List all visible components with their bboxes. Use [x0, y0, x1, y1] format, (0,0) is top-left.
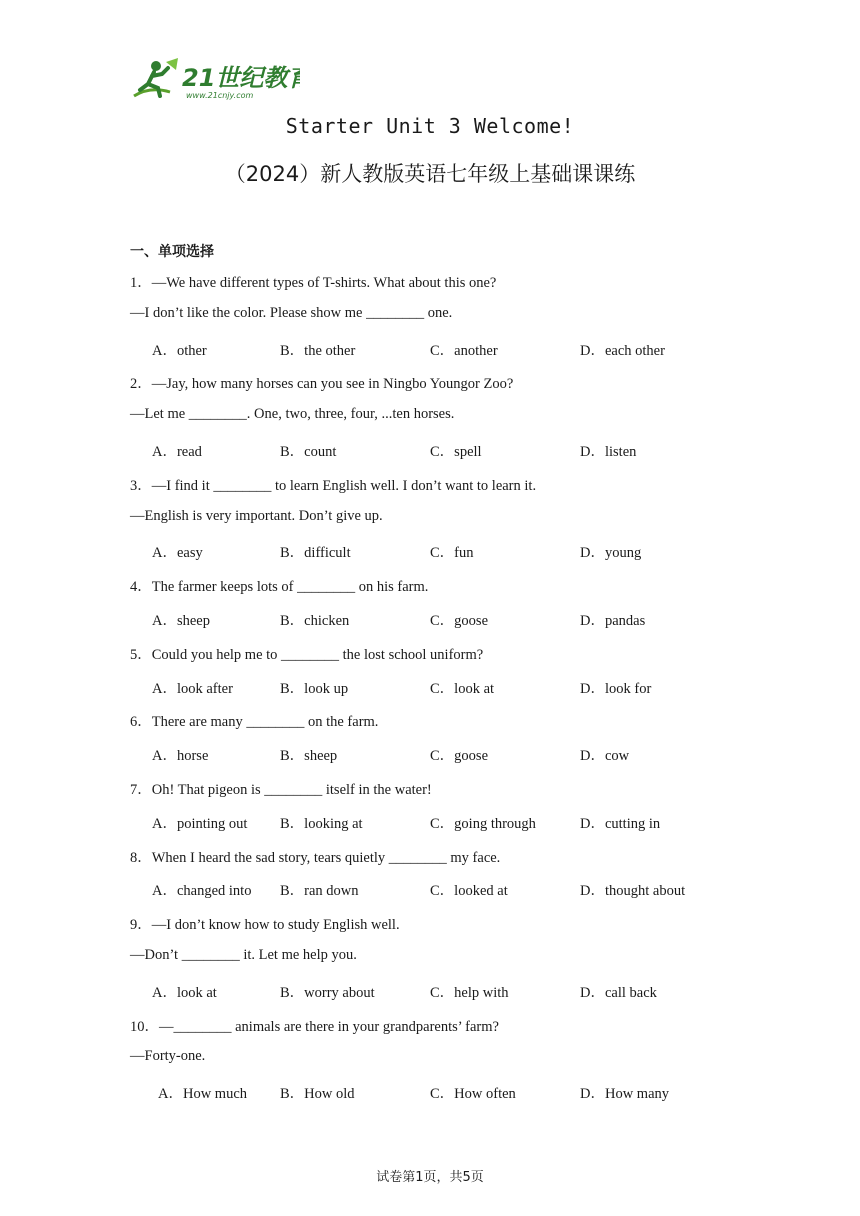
answer-option-a[interactable]: A．easy [152, 545, 203, 562]
answer-option-c[interactable]: C．goose [430, 748, 488, 765]
answer-option-a[interactable]: A．other [152, 342, 207, 359]
answer-option-b[interactable]: B．chicken [280, 613, 350, 629]
answer-option-d[interactable]: D．cutting in [580, 815, 661, 832]
answer-option-c[interactable]: C．help with [430, 984, 509, 1001]
answer-option-c[interactable]: C．looked at [430, 883, 508, 900]
answer-option-b[interactable]: B．ran down [280, 883, 359, 900]
question-reply: —I don’t like the color. Please show me ________ one. [130, 304, 453, 321]
question-reply: —Let me ________. One, two, three, four, ...ten horses. [130, 406, 455, 423]
question-stem: 8．When I heard the sad story, tears quietly ________ my face. [130, 849, 501, 866]
question-reply: —Forty-one. [130, 1048, 206, 1065]
question-stem: 5．Could you help me to ________ the lost school uniform? [130, 646, 484, 663]
answer-option-b[interactable]: B．count [280, 444, 337, 460]
answer-option-c[interactable]: C．going through [430, 815, 536, 832]
answer-option-d[interactable]: D．thought about [580, 883, 686, 900]
answer-option-a[interactable]: A．changed into [152, 883, 252, 900]
answer-option-a[interactable]: A．read [152, 444, 202, 460]
question-stem: 6．There are many ________ on the farm. [130, 714, 379, 731]
answer-option-b[interactable]: B．difficult [280, 545, 351, 562]
runner-logo-icon [130, 56, 300, 102]
answer-option-c[interactable]: C．look at [430, 680, 495, 697]
question-stem: 1．—We have different types of T-shirts. What about this one? [130, 275, 497, 291]
svg-text:21世纪教育: 21世纪教育 [182, 64, 300, 92]
answer-option-d[interactable]: D．cow [580, 748, 630, 765]
answer-option-b[interactable]: B．the other [280, 342, 356, 359]
answer-option-c[interactable]: C．How often [430, 1086, 516, 1103]
answer-option-b[interactable]: B．worry about [280, 984, 375, 1001]
page-footer: 试卷第1页，共5页 [376, 1170, 484, 1185]
section-title: 一、单项选择 [130, 244, 214, 260]
logo [130, 56, 300, 102]
answer-option-d[interactable]: D．young [580, 545, 642, 562]
answer-option-a[interactable]: A．How much [158, 1086, 248, 1103]
answer-option-c[interactable]: C．spell [430, 444, 482, 460]
answer-option-a[interactable]: A．horse [152, 748, 209, 765]
answer-option-a[interactable]: A．pointing out [152, 815, 248, 832]
answer-option-d[interactable]: D．look for [580, 680, 652, 697]
answer-option-d[interactable]: D．listen [580, 444, 637, 460]
title-line-1: Starter Unit 3 Welcome! [285, 114, 575, 138]
answer-option-d[interactable]: D．call back [580, 984, 657, 1001]
question-stem: 3．—I find it ________ to learn English well. I don’t want to learn it. [130, 477, 537, 494]
title-line-2: （2024）新人教版英语七年级上基础课课练 [224, 162, 636, 186]
question-stem: 2．—Jay, how many horses can you see in Ningbo Youngor Zoo? [130, 376, 514, 393]
question-stem: 10．—________ animals are there in your grandparents’ farm? [130, 1018, 499, 1035]
question-reply: —Don’t ________ it. Let me help you. [130, 947, 357, 963]
question-stem: 9．—I don’t know how to study English well. [130, 917, 400, 934]
answer-option-d[interactable]: D．each other [580, 342, 665, 359]
answer-option-b[interactable]: B．sheep [280, 748, 338, 765]
answer-option-b[interactable]: B．How old [280, 1086, 355, 1103]
answer-option-a[interactable]: A．look at [152, 984, 217, 1001]
answer-option-b[interactable]: B．looking at [280, 815, 363, 832]
answer-option-b[interactable]: B．look up [280, 680, 349, 697]
answer-option-d[interactable]: D．How many [580, 1086, 670, 1103]
question-stem: 7．Oh! That pigeon is ________ itself in the water! [130, 782, 432, 798]
question-stem: 4．The farmer keeps lots of ________ on his farm. [130, 579, 429, 596]
answer-option-a[interactable]: A．sheep [152, 613, 210, 629]
svg-text:www.21cnjy.com: www.21cnjy.com [186, 91, 254, 100]
answer-option-c[interactable]: C．goose [430, 613, 488, 629]
question-reply: —English is very important. Don’t give up. [130, 507, 383, 524]
answer-option-a[interactable]: A．look after [152, 680, 233, 697]
answer-option-d[interactable]: D．pandas [580, 613, 646, 629]
answer-option-c[interactable]: C．fun [430, 545, 474, 562]
answer-option-c[interactable]: C．another [430, 342, 498, 359]
